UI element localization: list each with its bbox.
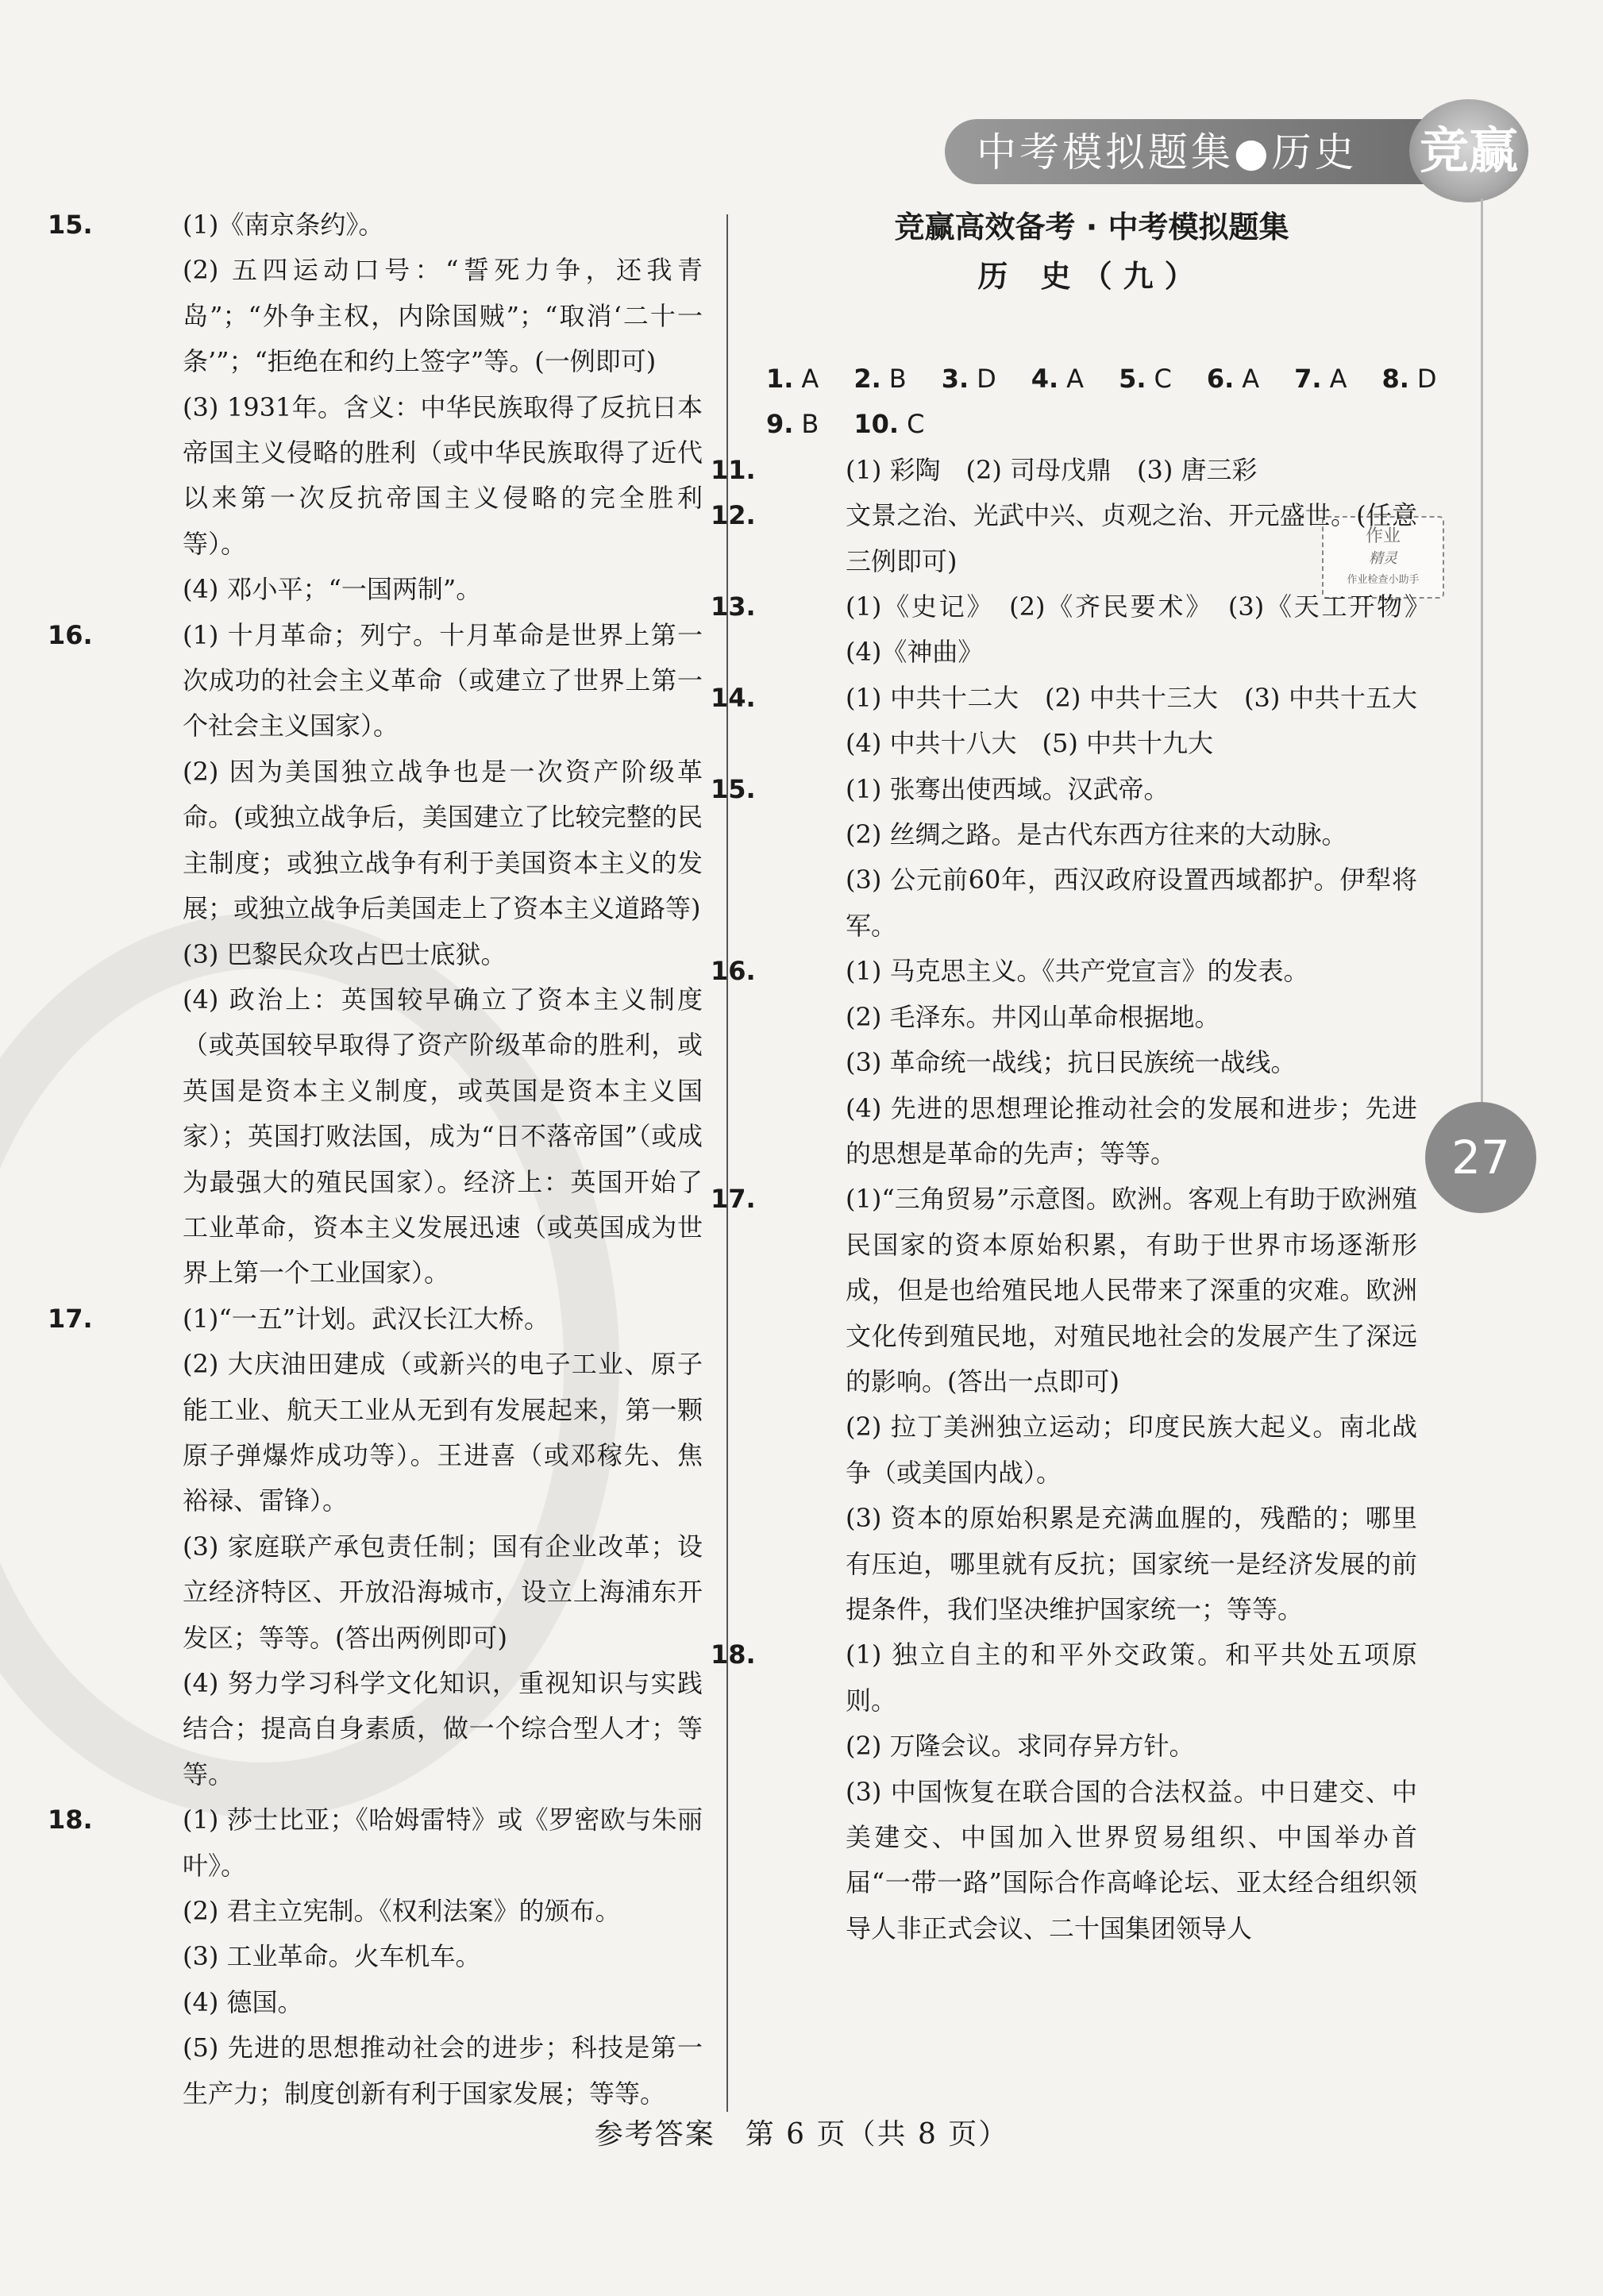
answer-line: (2) 拉丁美洲独立运动；印度民族大起义。南北战争（或美国内战）。 [846, 1412, 1417, 1488]
answer-line: (1) 马克思主义。《共产党宣言》的发表。 [846, 956, 1309, 987]
mc-letter: C [907, 409, 925, 440]
mc-number: 2. [854, 364, 881, 394]
mc-number: 10. [854, 409, 900, 440]
answer-line: (3) 巴黎民众攻占巴士底狱。 [183, 938, 507, 969]
answer-line: (4) 政治上：英国较早确立了资本主义制度（或英国较早取得了资产阶级革命的胜利，或英国是资本主义制度，或英国是资本主义国家）；英国打败法国，成为“日不落帝国”（或成为最强大的殖民国家）。经济上：英国开始了工业革命，资本主义发展迅速（或英国成为世界上第一个工业国家）。 [183, 984, 703, 1289]
stamp-line1: 作业 [1365, 526, 1401, 546]
question-15 [48, 202, 703, 613]
answer-line: (1) 十月革命；列宁。十月革命是世界上第一次成功的社会主义革命（或建立了世界上第一个社会主义国家）。 [183, 619, 703, 742]
question-12 [711, 493, 1417, 584]
mc-letter: A [1066, 364, 1085, 394]
mc-answer [1119, 364, 1189, 394]
right-questions [711, 448, 1443, 1951]
answer-line: (3) 工业革命。火车机车。 [183, 1941, 481, 1972]
answer-line: (3) 革命统一战线；抗日民族统一战线。 [846, 1047, 1297, 1078]
question-number: 11. [711, 454, 756, 485]
mc-letter: C [1154, 364, 1172, 394]
mc-letter: B [801, 409, 819, 440]
mc-letter: A [801, 364, 819, 394]
question-16 [48, 613, 703, 1296]
mc-letter: A [1329, 364, 1347, 394]
section-title: 竞赢高效备考 · 中考模拟题集 [894, 210, 1289, 245]
question-number: 18. [48, 1805, 93, 1836]
mc-answers-row2 [766, 402, 1417, 447]
mc-letter: A [1242, 364, 1260, 394]
mc-answer [1207, 364, 1277, 394]
mc-answers-row1 [766, 356, 1437, 402]
mc-answer [942, 364, 1014, 394]
mc-number: 3. [941, 364, 969, 394]
mc-letter: D [977, 364, 996, 394]
right-column [711, 202, 1443, 1951]
mc-answer [854, 364, 923, 394]
mc-number: 1. [766, 364, 794, 394]
question-number: 16. [711, 956, 756, 987]
question-number: 16. [48, 619, 93, 650]
answer-line: (2) 君主立宪制。《权利法案》的颁布。 [183, 1896, 621, 1927]
answer-line: (3) 公元前60年，西汉政府设置西域都护。伊犁将军。 [846, 865, 1417, 941]
question-number: 15. [48, 210, 93, 240]
answer-line: (3) 1931年。含义：中华民族取得了反抗日本帝国主义侵略的胜利（或中华民族取得了近代以来第一次反抗帝国主义侵略的完全胜利等）。 [183, 391, 703, 559]
question-number: 12. [711, 500, 756, 531]
question-17 [711, 1177, 1417, 1632]
answer-line: (1)《史记》 (2)《齐民要术》 (3)《天工开物》 (4)《神曲》 [846, 591, 1443, 668]
answer-line: (1) 张骞出使西域。汉武帝。 [846, 773, 1169, 804]
question-number: 14. [711, 682, 756, 713]
answer-line: (2) 大庆油田建成（或新兴的电子工业、原子能工业、航天工业从无到有发展起来，第一颗原子弹爆炸成功等）。王进喜（或邓稼先、焦裕禄、雷锋）。 [183, 1349, 703, 1516]
question-15 [711, 767, 1417, 950]
question-11 [711, 448, 1417, 493]
answer-line: 文景之治、光武中兴、贞观之治、开元盛世。(任意三例即可) [846, 500, 1417, 576]
answer-line: (1) 彩陶 (2) 司母戊鼎 (3) 唐三彩 [846, 454, 1258, 485]
mc-answer [766, 364, 836, 394]
banner-title: 中考模拟题集●历史 [977, 129, 1358, 175]
answer-line: (1) 独立自主的和平外交政策。和平共处五项原则。 [846, 1639, 1417, 1716]
stamp-line3: 作业检查小助手 [1347, 574, 1420, 586]
mc-number: 9. [766, 409, 794, 440]
mc-number: 7. [1294, 364, 1322, 394]
question-17 [48, 1296, 703, 1797]
answer-line: (3) 资本的原始积累是充满血腥的，残酷的；哪里有压迫，哪里就有反抗；国家统一是经济发展的前提条件，我们坚决维护国家统一；等等。 [846, 1503, 1417, 1624]
question-18 [711, 1632, 1417, 1951]
left-column [48, 202, 703, 2117]
question-13 [711, 584, 1443, 676]
answer-line: (2) 因为美国独立战争也是一次资产阶级革命。(或独立战争后，美国建立了比较完整的民主制度；或独立战争有利于美国资本主义的发展；或独立战争后美国走上了资本主义道路等) [183, 756, 703, 924]
answer-line: (3) 中国恢复在联合国的合法权益。中日建交、中美建交、中国加入世界贸易组织、中国举办首届“一带一路”国际合作高峰论坛、亚太经合组织领导人非正式会议、二十国集团领导人 [846, 1776, 1417, 1944]
answer-line: (1) 中共十二大 (2) 中共十三大 (3) 中共十五大 (4) 中共十八大 (5) 中共十九大 [846, 682, 1443, 759]
mc-answer [766, 409, 836, 439]
answer-line: (1)“一五”计划。武汉长江大桥。 [183, 1303, 550, 1334]
answer-line: (4) 德国。 [183, 1986, 303, 2017]
section-subtitle: 历 史（九） [977, 259, 1206, 294]
answer-line: (4) 努力学习科学文化知识，重视知识与实践结合；提高自身素质，做一个综合型人才；等等。 [183, 1668, 703, 1789]
page-footer: 参考答案 第 6 页（共 8 页） [594, 2118, 1009, 2151]
answer-line: (2) 五四运动口号：“誓死力争，还我青岛”；“外争主权，内除国贼”；“取消‘二十一条’”；“拒绝在和约上签字”等。(一例即可) [183, 255, 703, 377]
mc-number: 4. [1031, 364, 1059, 394]
answer-line: (2) 丝绸之路。是古代东西方往来的大动脉。 [846, 819, 1347, 850]
mc-number: 6. [1206, 364, 1235, 394]
side-line [1481, 198, 1483, 1119]
page-number-badge: 27 [1425, 1102, 1536, 1213]
answer-line: (2) 毛泽东。井冈山革命根据地。 [846, 1001, 1220, 1032]
answer-line: (5) 先进的思想推动社会的进步；科技是第一生产力；制度创新有利于国家发展；等等。 [183, 2032, 703, 2109]
mc-letter: B [888, 364, 907, 394]
question-14 [711, 676, 1443, 767]
stamp-line2: 精灵 [1369, 550, 1397, 567]
question-number: 15. [711, 773, 756, 804]
mc-answer [1031, 364, 1101, 394]
question-number: 18. [711, 1639, 756, 1670]
answer-line: (1)“三角贸易”示意图。欧洲。客观上有助于欧洲殖民国家的资本原始积累，有助于世界市场逐渐形成，但是也给殖民地人民带来了深重的灾难。欧洲文化传到殖民地，对殖民地社会的发展产生了深远的影响。(答出一点即可) [846, 1184, 1417, 1396]
question-18 [48, 1797, 703, 2117]
mc-answer [1294, 364, 1364, 394]
question-number: 17. [48, 1303, 93, 1334]
answer-line: (1) 莎士比亚；《哈姆雷特》或《罗密欧与朱丽叶》。 [183, 1805, 703, 1881]
mc-number: 8. [1381, 364, 1409, 394]
answer-line: (3) 家庭联产承包责任制；国有企业改革；设立经济特区、开放沿海城市，设立上海浦东开发区；等等。(答出两例即可) [183, 1531, 703, 1653]
mc-number: 5. [1119, 364, 1146, 394]
question-number: 17. [711, 1184, 756, 1215]
brand-logo: 竞赢 [1409, 99, 1528, 202]
mc-answer [1381, 364, 1454, 394]
answer-line: (2) 万隆会议。求同存异方针。 [846, 1731, 1195, 1762]
answer-line: (4) 邓小平；“一国两制”。 [183, 574, 482, 605]
answer-line: (4) 先进的思想理论推动社会的发展和进步；先进的思想是革命的先声；等等。 [846, 1092, 1417, 1169]
mc-letter: D [1416, 364, 1437, 394]
question-16 [711, 949, 1417, 1177]
question-number: 13. [711, 591, 756, 622]
mc-answer [854, 409, 942, 439]
answer-line: (1)《南京条约》。 [183, 210, 384, 240]
